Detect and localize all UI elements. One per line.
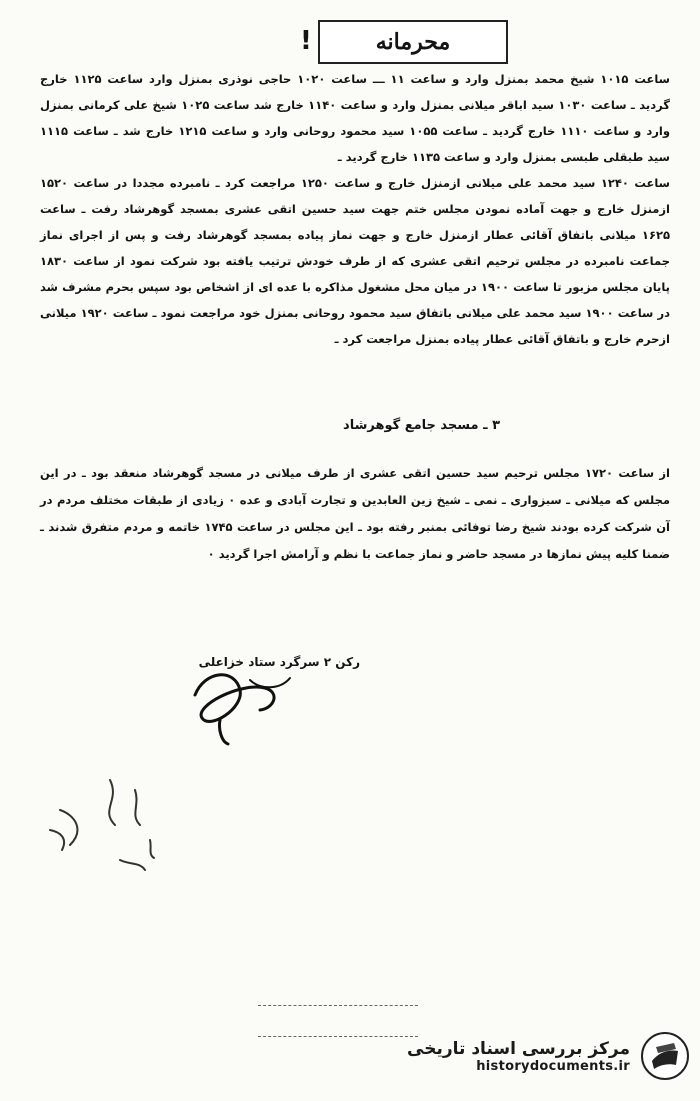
watermark-title: مرکز بررسی اسناد تاریخی bbox=[407, 1038, 630, 1059]
report-paragraph-2: ساعت ۱۲۴۰ سید محمد علی میلانی ازمنزل خارج و ساعت ۱۲۵۰ مراجعت کرد ـ نامبرده مجددا در ساعت ۱۵۲۰ ازمنزل خارج و جهت آماده نمودن مجلس ختم جهت سید حسین اتقی عشری بمسجد گوهرشاد رفت ـ ساعت ۱۶۲۵ میلانی باتفاق آقائی عطار ازمنزل خارج و جهت نماز پیاده بمسجد گوهرشاد رفت و پس از اجرای نماز جماعت نامبرده در مجلس ترحیم اتقی عشری که از طرف خودش ترتیب یافته بود شرکت نمود از ساعت ۱۸۳۰ پایان مجلس مزبور تا ساعت ۱۹۰۰ در میان محل مشغول مذاکره با عده ای از اشخاص بود سپس بحرم مشرف شد در ساعت ۱۹۰۰ سید محمد علی میلانی باتفاق سید محمود روحانی بمنزل خود مراجعت نمود ـ ساعت ۱۹۲۰ میلانی ازحرم خارج و باتفاق آقائی عطار پیاده بمنزل مراجعت کرد ـ bbox=[40, 176, 670, 346]
section-heading: ۳ ـ مسجد جامع گوهرشاد bbox=[343, 418, 500, 433]
margin-handwriting-icon bbox=[40, 770, 180, 890]
report-body bbox=[40, 66, 670, 352]
classification-stamp bbox=[318, 20, 508, 64]
stamp-mark: ! bbox=[300, 26, 312, 56]
watermark-text bbox=[407, 1039, 630, 1074]
classification-stamp-text: محرمانه bbox=[375, 29, 451, 55]
watermark-url: historydocuments.ir bbox=[476, 1058, 630, 1074]
book-logo-icon bbox=[640, 1031, 690, 1081]
signature-icon bbox=[180, 660, 300, 750]
report-paragraph-1: ساعت ۱۰۱۵ شیخ محمد بمنزل وارد و ساعت ۱۱ ـــ ساعت ۱۰۲۰ حاجی نوذری بمنزل وارد ساعت ۱۱۲۵ خارج گردید ـ ساعت ۱۰۳۰ سید اباقر میلانی بمنزل وارد و ساعت ۱۱۴۰ خارج شد ساعت ۱۰۲۵ شیخ علی کرمانی بمنزل وارد و ساعت ۱۱۱۰ خارج گردید ـ ساعت ۱۰۵۵ سید محمود روحانی وارد و ساعت ۱۲۱۵ خارج شد ـ ساعت ۱۱۱۵ سید طبقلی طبسی بمنزل وارد و ساعت ۱۱۳۵ خارج گردید ـ bbox=[40, 72, 670, 164]
section-body bbox=[40, 460, 670, 568]
section-paragraph-1: از ساعت ۱۷۲۰ مجلس ترحیم سید حسین اتقی عشری از طرف میلانی در مسجد گوهرشاد منعقد بود ـ در این مجلس که میلانی ـ سبزواری ـ نمی ـ شیخ زین العابدین و تجارت آبادی و عده ۰ زیادی از طبقات مختلف مردم در آن شرکت کرده بودند شیخ رضا توفائی بمنبر رفته بود ـ این مجلس در ساعت ۱۷۴۵ خاتمه و مردم متفرق شدند ـ ضمنا کلیه پیش نمازها در مسجد حاضر و نماز جماعت با نظم و آرامش اجرا گردید ۰ bbox=[40, 466, 670, 561]
bottom-stamp bbox=[258, 1005, 418, 1037]
archive-watermark bbox=[400, 1025, 690, 1087]
signer-line: رکن ۲ سرگرد ستاد خزاعلی bbox=[198, 655, 360, 669]
